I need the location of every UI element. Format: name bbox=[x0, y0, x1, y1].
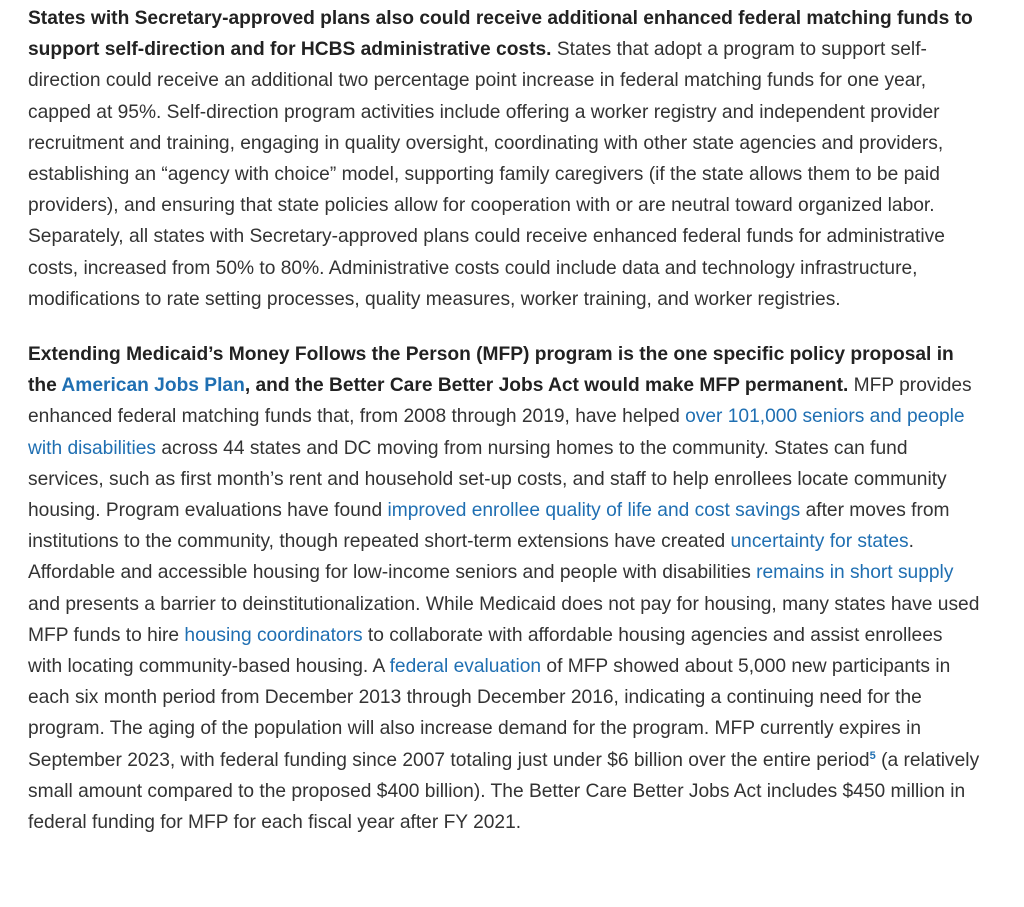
federal-evaluation-link[interactable]: federal evaluation bbox=[389, 656, 542, 678]
article-body bbox=[28, 3, 980, 838]
paragraph-text: after moves from institutions to the community, though repeated short-term extensions have created bbox=[28, 500, 950, 553]
paragraph-lead: Extending Medicaid’s Money Follows the Person (MFP) program is the one specific policy proposal in the American Jobs Plan, and the Better Care Better Jobs Act would make MFP permanent. bbox=[28, 344, 954, 397]
paragraph-text: to collaborate with affordable housing agencies and assist enrollees with locating community-based housing. A bbox=[28, 624, 943, 678]
paragraph-text: (a relatively small amount compared to the proposed $400 billion). The Better Care Better Jobs Act includes $450 million in federal funding for MFP for each fiscal year after FY 2021. bbox=[28, 749, 980, 834]
footnote-5-link[interactable]: 5 bbox=[869, 749, 876, 762]
paragraph-self-direction bbox=[28, 3, 980, 315]
paragraph-text: and presents a barrier to deinstitutionalization. While Medicaid does not pay for housing, many states have used MFP funds to hire bbox=[28, 593, 980, 646]
american-jobs-plan-link[interactable]: American Jobs Plan bbox=[61, 375, 245, 397]
over-101000-seniors-link[interactable]: over 101,000 seniors and people with disabilities bbox=[28, 406, 965, 459]
remains-in-short-supply-link[interactable]: remains in short supply bbox=[756, 562, 954, 584]
paragraph-text: of MFP showed about 5,000 new participants in each six month period from December 2013 through December 2016, indicating a continuing need for the program. The aging of the population will also increase demand for the program. MFP currently expires in September 2023, with federal funding since 2007 totaling just under $6 billion over the entire period bbox=[28, 656, 951, 771]
paragraph-mfp bbox=[28, 339, 980, 838]
paragraph-text: MFP provides enhanced federal matching funds that, from 2008 through 2019, have helped bbox=[28, 375, 972, 428]
paragraph-text: . Affordable and accessible housing for low-income seniors and people with disabilities bbox=[28, 531, 914, 584]
paragraph-text: States that adopt a program to support self-direction could receive an additional two percentage point increase in federal matching funds for one year, capped at 95%. Self-direction program activities include offering a worker registry and independent provider recruitment and training, engaging in quality oversight, coordinating with other state agencies and providers, establishing an “agency with choice” model, supporting family caregivers (if the state allows them to be paid providers), and ensuring that state policies allow for cooperation with or are neutral toward organized labor. Separately, all states with Secretary-approved plans could receive enhanced federal funds for administrative costs, increased from 50% to 80%. Administrative costs could include data and technology infrastructure, modifications to rate setting processes, quality measures, worker training, and worker registries. bbox=[28, 39, 945, 310]
improved-quality-link[interactable]: improved enrollee quality of life and cost savings bbox=[387, 500, 801, 522]
paragraph-lead: States with Secretary-approved plans also could receive additional enhanced federal matching funds to support self-direction and for HCBS administrative costs. bbox=[28, 8, 973, 61]
uncertainty-for-states-link[interactable]: uncertainty for states bbox=[730, 531, 909, 553]
paragraph-text: across 44 states and DC moving from nursing homes to the community. States can fund services, such as first month’s rent and household set-up costs, and staff to help enrollees locate community housing. Program evaluations have found bbox=[28, 437, 947, 522]
housing-coordinators-link[interactable]: housing coordinators bbox=[184, 624, 363, 646]
